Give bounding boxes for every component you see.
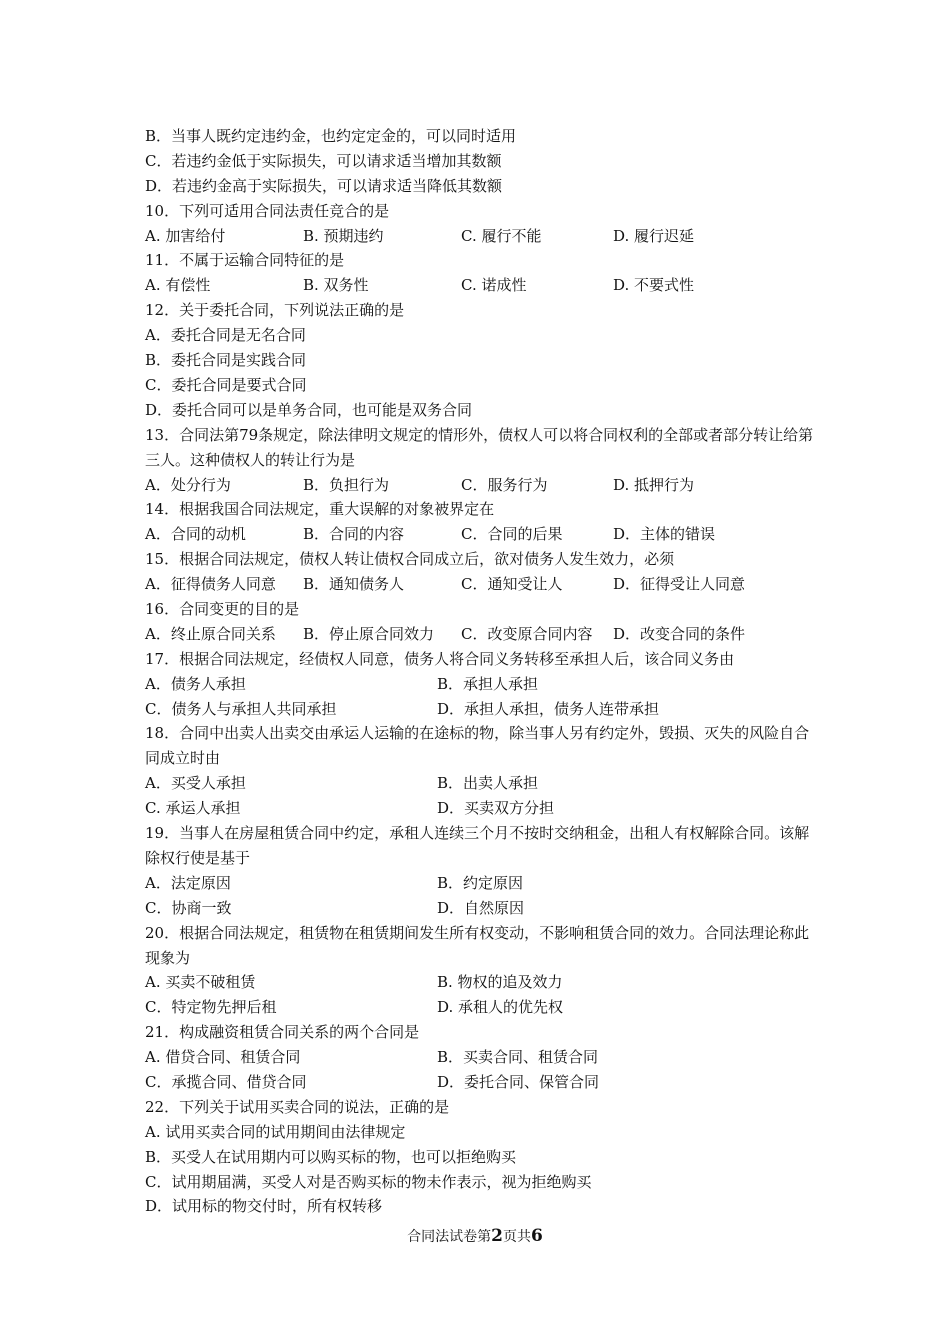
q13-option-c: C．服务行为: [461, 475, 548, 494]
q17-stem: 17．根据合同法规定，经债权人同意，债务人将合同义务转移至承担人后，该合同义务由: [145, 649, 735, 668]
q12-option-d: D．委托合同可以是单务合同，也可能是双务合同: [145, 400, 473, 419]
q16-option-b: B．停止原合同效力: [303, 624, 435, 643]
q19-option-d: D．自然原因: [437, 898, 525, 917]
q15-option-a: A．征得债务人同意: [145, 575, 276, 594]
q11-option-c: C. 诺成性: [461, 276, 527, 295]
q18-options-row2: [145, 796, 815, 821]
q17-option-a: A．债务人承担: [145, 674, 246, 693]
q14-option-a: A．合同的动机: [145, 525, 246, 544]
q11-option-d: D. 不要式性: [613, 276, 695, 295]
q20-option-b: B. 物权的追及效力: [437, 973, 563, 992]
q10-option-a: A. 加害给付: [145, 226, 226, 245]
q18-option-a: A．买受人承担: [145, 774, 246, 793]
q9-option-c: C．若违约金低于实际损失，可以请求适当增加其数额: [145, 151, 502, 170]
q21-options-row2: [145, 1070, 815, 1095]
q10-option-c: C. 履行不能: [461, 226, 542, 245]
q22-option-b: B．买受人在试用期内可以购买标的物，也可以拒绝购买: [145, 1147, 517, 1166]
q20-option-a: A. 买卖不破租赁: [145, 973, 256, 992]
q9-option-d: D．若违约金高于实际损失，可以请求适当降低其数额: [145, 176, 503, 195]
q12-option-a: A．委托合同是无名合同: [145, 326, 306, 345]
q12-option-c: C．委托合同是要式合同: [145, 375, 307, 394]
q21-option-d: D．委托合同、保管合同: [437, 1072, 600, 1091]
q15-option-d: D．征得受让人同意: [613, 575, 746, 594]
q9-option-b: B．当事人既约定违约金，也约定定金的，可以同时适用: [145, 127, 517, 145]
q12-stem: 12．关于委托合同，下列说法正确的是: [145, 301, 405, 320]
q17-options-row2: [145, 697, 815, 722]
q18-option-d: D．买卖双方分担: [437, 799, 555, 818]
q18-option-b: B．出卖人承担: [437, 774, 539, 793]
q19-option-b: B．约定原因: [437, 873, 524, 892]
q16-option-d: D．改变合同的条件: [613, 624, 746, 643]
q13-option-a: A．处分行为: [145, 475, 231, 494]
q19-stem: 19．当事人在房屋租赁合同中约定，承租人连续三个月不按时交纳租金，出租人有权解除合同。该解除权行使是基于: [145, 824, 810, 867]
footer-middle: 页共: [503, 1229, 531, 1245]
q18-option-c: C. 承运人承担: [145, 799, 241, 818]
q15-option-b: B．通知债务人: [303, 575, 405, 594]
q15-options: [145, 572, 815, 597]
q21-stem: 21．构成融资租赁合同关系的两个合同是: [145, 1023, 420, 1042]
q20-options-row2: [145, 995, 815, 1020]
q10-options: [145, 224, 815, 249]
q12-option-b: B．委托合同是实践合同: [145, 351, 307, 370]
q10-option-b: B. 预期违约: [303, 226, 384, 245]
q21-option-a: A. 借贷合同、租赁合同: [145, 1048, 301, 1067]
footer-page-number: 2: [491, 1226, 503, 1246]
q22-option-a: A. 试用买卖合同的试用期间由法律规定: [145, 1122, 406, 1141]
q21-option-b: B．买卖合同、租赁合同: [437, 1048, 599, 1067]
q17-option-c: C．债务人与承担人共同承担: [145, 699, 337, 718]
q16-option-c: C．改变原合同内容: [461, 624, 593, 643]
q19-option-c: C．协商一致: [145, 898, 232, 917]
q20-option-d: D. 承租人的优先权: [437, 998, 564, 1017]
q19-options-row1: [145, 871, 815, 896]
q17-options-row1: [145, 672, 815, 697]
q17-option-d: D．承担人承担，债务人连带承担: [437, 699, 660, 718]
q19-option-a: A．法定原因: [145, 873, 231, 892]
q16-stem: 16．合同变更的目的是: [145, 599, 300, 618]
q11-option-b: B. 双务性: [303, 276, 369, 295]
q13-stem: 13．合同法第79条规定，除法律明文规定的情形外，债权人可以将合同权利的全部或者部分转让给第三人。这种债权人的转让行为是: [145, 425, 814, 469]
q14-options: [145, 522, 815, 547]
q13-options: [145, 473, 815, 498]
q14-option-b: B．合同的内容: [303, 525, 405, 544]
q22-stem: 22．下列关于试用买卖合同的说法，正确的是: [145, 1097, 450, 1116]
q10-option-d: D. 履行迟延: [613, 226, 695, 245]
q18-options-row1: [145, 771, 815, 796]
footer-prefix: 合同法试卷第: [407, 1229, 492, 1245]
q18-stem: 18．合同中出卖人出卖交由承运人运输的在途标的物，除当事人另有约定外，毁损、灭失的风险自合同成立时由: [145, 724, 810, 768]
q14-option-d: D．主体的错误: [613, 525, 716, 544]
q20-option-c: C．特定物先押后租: [145, 998, 277, 1017]
q11-option-a: A. 有偿性: [145, 276, 211, 295]
q13-option-b: B．负担行为: [303, 475, 390, 494]
q14-stem: 14．根据我国合同法规定，重大误解的对象被界定在: [145, 500, 495, 519]
q22-option-c: C．试用期届满，买受人对是否购买标的物未作表示，视为拒绝购买: [145, 1172, 592, 1191]
footer-total-pages: 6: [531, 1226, 543, 1246]
q16-options: [145, 622, 815, 647]
q14-option-c: C．合同的后果: [461, 525, 563, 544]
q19-options-row2: [145, 896, 815, 921]
q17-option-b: B．承担人承担: [437, 674, 539, 693]
page-footer: [0, 1226, 950, 1246]
q20-stem: 20．根据合同法规定，租赁物在租赁期间发生所有权变动，不影响租赁合同的效力。合同法理论称此现象为: [145, 923, 810, 967]
q22-option-d: D．试用标的物交付时，所有权转移: [145, 1197, 383, 1216]
q11-stem: 11．不属于运输合同特征的是: [145, 251, 345, 270]
q15-option-c: C．通知受让人: [461, 575, 563, 594]
q21-options-row1: [145, 1045, 815, 1070]
q20-options-row1: [145, 970, 815, 995]
exam-content: [145, 124, 815, 1219]
q21-option-c: C．承揽合同、借贷合同: [145, 1072, 307, 1091]
q11-options: [145, 273, 815, 298]
q15-stem: 15．根据合同法规定，债权人转让债权合同成立后，欲对债务人发生效力，必须: [145, 550, 675, 569]
q16-option-a: A．终止原合同关系: [145, 624, 276, 643]
q13-option-d: D. 抵押行为: [613, 475, 695, 494]
q10-stem: 10．下列可适用合同法责任竞合的是: [145, 201, 390, 220]
